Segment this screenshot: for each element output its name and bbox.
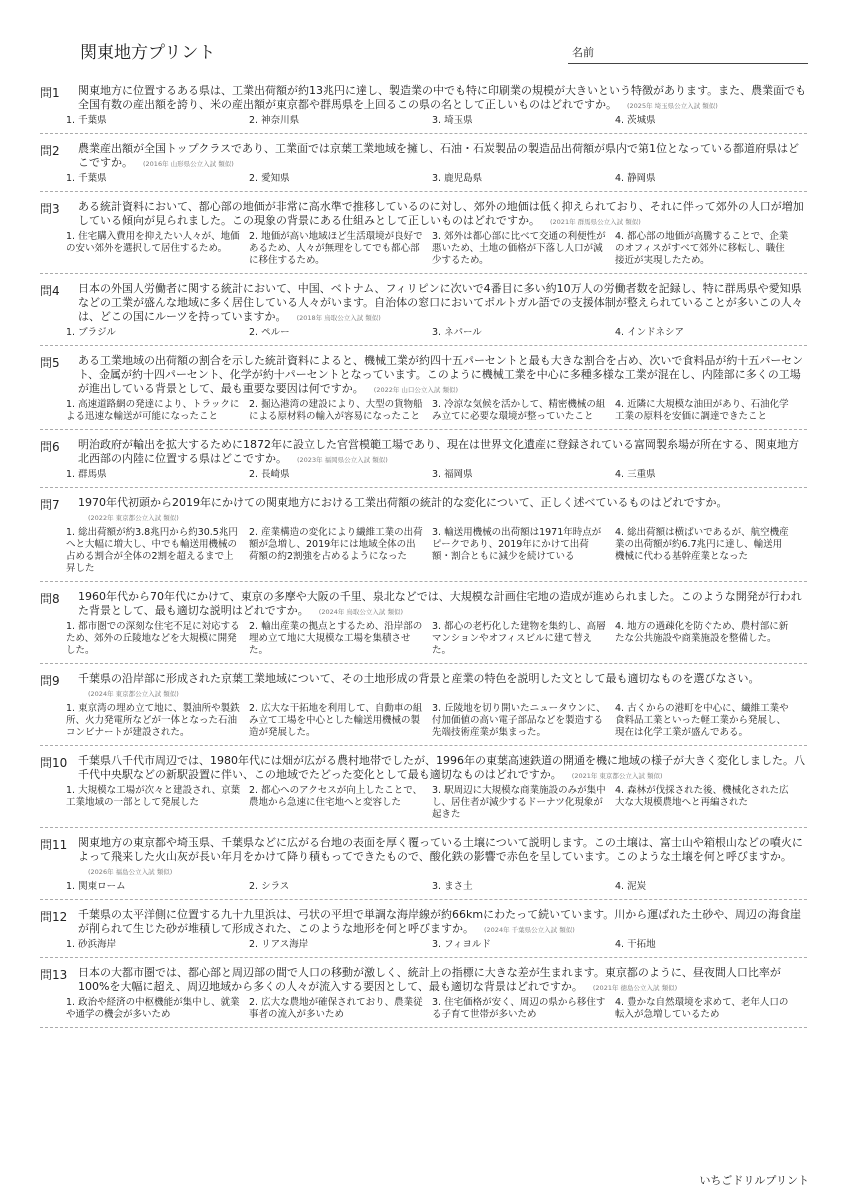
answer-option[interactable]: 3. 冷涼な気候を活かして、精密機械の組み立てに必要な環境が整っていたこと [432, 399, 606, 422]
question-text: 1960年代から70年代にかけて、東京の多摩や大阪の千里、泉北などでは、大規模な計画住宅地の造成が進められました。このような開発が行われた背景として、最も適切な説明はどれですか。 [78, 590, 802, 617]
answer-options [66, 997, 807, 1021]
question-number: 問7 [40, 498, 60, 512]
answer-option[interactable]: 1. 高速道路網の発達により、トラックによる迅速な輸送が可能になったこと [66, 399, 240, 422]
question-source: (2021年 群馬県公立入試 類似) [550, 218, 641, 226]
question-text: 明治政府が輸出を拡大するために1872年に設立した官営模範工場であり、現在は世界文化遺産に登録されている富岡製糸場が所在する、関東地方北西部の内陸に位置する県はどこですか。 [78, 438, 799, 465]
question-text-wrap [78, 836, 807, 879]
answer-option[interactable]: 3. 輸送用機械の出荷額は1971年時点がピークであり、2019年にかけて出荷額・割合ともに減少を続けている [432, 527, 602, 562]
question-block [40, 670, 807, 746]
answer-option[interactable]: 4. 総出荷額は横ばいであるが、航空機産業の出荷額が約6.7兆円に達し、輸送用機械に代わる基幹産業となった [615, 527, 789, 562]
answer-option[interactable]: 3. 都心の老朽化した建物を集約し、高層マンションやオフィスビルに建て替えた。 [432, 621, 606, 656]
question-number: 問13 [40, 968, 68, 982]
answer-option[interactable]: 3. 鹿児島県 [432, 173, 483, 184]
question-text-wrap [78, 200, 807, 229]
answer-options [66, 881, 807, 893]
question-block [40, 494, 807, 582]
answer-option[interactable]: 2. 広大な農地が確保されており、農業従事者の流入が多いため [249, 997, 423, 1020]
answer-option[interactable]: 1. ブラジル [66, 327, 116, 338]
question-source: (2024年 千葉県公立入試 類似) [484, 926, 575, 934]
question-text: 関東地方の東京都や埼玉県、千葉県などに広がる台地の表面を厚く覆っている土壌について説明します。この土壌は、富士山や箱根山などの噴火によって飛来した火山灰が長い年月をかけて降り積もってできたもので、酸化鉄の影響で赤色を呈しています。このような土壌を何と呼びますか。 [78, 836, 803, 863]
question-text-wrap [78, 672, 807, 701]
question-block [40, 436, 807, 488]
answer-option[interactable]: 2. 長崎県 [249, 469, 290, 480]
question-text-wrap [78, 438, 807, 467]
question-number: 問11 [40, 838, 68, 852]
question-text-wrap [78, 496, 807, 525]
answer-options [66, 399, 807, 423]
answer-option[interactable]: 1. 群馬県 [66, 469, 107, 480]
name-underline [568, 63, 808, 64]
question-list [0, 82, 849, 1034]
answer-option[interactable]: 1. 総出荷額が約3.8兆円から約30.5兆円へと大幅に増大し、中でも輸送用機械の占める割合が全体の2割を超えるまで上昇した [66, 527, 238, 574]
answer-option[interactable]: 2. 神奈川県 [249, 115, 300, 126]
answer-option[interactable]: 2. 産業構造の変化により繊維工業の出荷額が急増し、2019年には地域全体の出荷額の約2割強を占めるようになった [249, 527, 423, 562]
footer-brand: いちごドリルプリント [699, 1174, 809, 1187]
question-source: (2018年 鳥取公立入試 類似) [296, 314, 381, 322]
answer-option[interactable]: 3. 埼玉県 [432, 115, 473, 126]
answer-options [66, 231, 807, 267]
answer-option[interactable]: 4. 静岡県 [615, 173, 656, 184]
question-number: 問6 [40, 440, 60, 454]
answer-option[interactable]: 4. 地方の過疎化を防ぐため、農村部に新たな公共施設や商業施設を整備した。 [615, 621, 789, 644]
answer-option[interactable]: 4. 近隣に大規模な油田があり、石油化学工業の原料を安価に調達できたこと [615, 399, 789, 422]
question-number: 問8 [40, 592, 60, 606]
answer-option[interactable]: 3. 福岡県 [432, 469, 473, 480]
answer-option[interactable]: 4. 三重県 [615, 469, 656, 480]
answer-options [66, 703, 807, 739]
answer-option[interactable]: 1. 都市圏での深刻な住宅不足に対応するため、郊外の丘陵地などを大規模に開発した。 [66, 621, 240, 656]
answer-options [66, 469, 807, 481]
answer-option[interactable]: 1. 関東ローム [66, 881, 126, 892]
answer-option[interactable]: 4. 都心部の地価が高騰することで、企業のオフィスがすべて郊外に移転し、職住接近が実現したため。 [615, 231, 789, 266]
question-source: (2023年 福岡県公立入試 類似) [297, 456, 388, 464]
question-text-wrap [78, 908, 807, 937]
question-block [40, 140, 807, 192]
answer-option[interactable]: 1. 千葉県 [66, 173, 107, 184]
name-label: 名前 [572, 46, 594, 59]
question-block [40, 834, 807, 900]
question-block [40, 964, 807, 1028]
answer-options [66, 785, 807, 821]
question-block [40, 588, 807, 664]
question-source: (2016年 山形県公立入試 類似) [143, 160, 234, 168]
question-text: 農業産出額が全国トップクラスであり、工業面では京葉工業地域を擁し、石油・石炭製品の製造品出荷額が県内で第1位となっている都道府県はどこですか。 [78, 142, 800, 169]
question-block [40, 352, 807, 430]
answer-options [66, 173, 807, 185]
answer-option[interactable]: 4. 豊かな自然環境を求めて、老年人口の転入が急増しているため [615, 997, 789, 1020]
question-text: 1970年代初頭から2019年にかけての関東地方における工業出荷額の統計的な変化について、正しく述べているものはどれですか。 [78, 496, 728, 509]
question-text: 日本の外国人労働者に関する統計において、中国、ベトナム、フィリピンに次いで4番目に多い約10万人の労働者数を記録し、特に群馬県や愛知県などの工業が盛んな地域に多く居住している人々がいます。自治体の窓口においてポルトガル語での支援体制が整えられていることが多いこの人々は、どこの国にルーツを持っていますか。 [78, 282, 803, 323]
answer-option[interactable]: 2. 広大な干拓地を利用して、自動車の組み立て工場を中心とした輸送用機械の製造が発展した。 [249, 703, 423, 738]
question-text-wrap [78, 590, 807, 619]
question-number: 問5 [40, 356, 60, 370]
answer-option[interactable]: 3. 住宅価格が安く、周辺の県から移住する子育て世帯が多いため [432, 997, 606, 1020]
question-text-wrap [78, 282, 807, 325]
question-number: 問4 [40, 284, 60, 298]
question-text: ある統計資料において、都心部の地価が非常に高水準で推移しているのに対し、郊外の地価は低く抑えられており、それに伴って郊外の人口が増加している傾向が見られました。この現象の背景にある仕組みとして正しいものはどれですか。 [78, 200, 804, 227]
answer-option[interactable]: 2. 地価が高い地域ほど生活環境が良好であるため、人々が無理をしてでも都心部に移住するため。 [249, 231, 423, 266]
question-source: (2026年 福島公立入試 類似) [88, 868, 173, 876]
question-block [40, 906, 807, 958]
question-source: (2024年 鳥取公立入試 類似) [318, 608, 404, 616]
question-source: (2021年 東京都公立入試 類似) [571, 772, 663, 780]
answer-option[interactable]: 1. 住宅購入費用を抑えたい人々が、地価の安い郊外を選択して居住するため。 [66, 231, 240, 254]
answer-option[interactable]: 4. インドネシア [615, 327, 684, 338]
question-number: 問1 [40, 86, 60, 100]
answer-option[interactable]: 1. 東京湾の埋め立て地に、製油所や製鉄所、火力発電所などが一体となった石油コンビナートが建設された。 [66, 703, 240, 738]
answer-option[interactable]: 1. 砂浜海岸 [66, 939, 117, 950]
question-text-wrap [78, 354, 807, 397]
answer-option[interactable]: 4. 茨城県 [615, 115, 656, 126]
answer-options [66, 115, 807, 127]
question-text: 日本の大都市圏では、都心部と周辺部の間で人口の移動が激しく、統計上の指標に大きな差が生まれます。東京都のように、昼夜間人口比率が100%を大幅に超え、周辺地域から多くの人々が流入する要因として、最も適切な背景はどれですか。 [78, 966, 781, 993]
answer-option[interactable]: 3. ネパール [432, 327, 482, 338]
answer-option[interactable]: 3. フィヨルド [432, 939, 491, 950]
answer-option[interactable]: 1. 政治や経済の中枢機能が集中し、就業や通学の機会が多いため [66, 997, 240, 1020]
answer-option[interactable]: 1. 大規模な工場が次々と建設され、京葉工業地域の一部として発展した [66, 785, 241, 808]
question-block [40, 752, 807, 828]
answer-option[interactable]: 2. 都心へのアクセスが向上したことで、農地から急速に住宅地へと変容した [249, 785, 423, 808]
question-text: 千葉県の太平洋側に位置する九十九里浜は、弓状の平坦で単調な海岸線が約66kmにわたって続いています。川から運ばれた土砂や、周辺の海食崖が削られて生じた砂が堆積して形成された、このような地形を何と呼びますか。 [78, 908, 801, 935]
answer-option[interactable]: 2. 愛知県 [249, 173, 290, 184]
question-source: (2024年 東京都公立入試 類似) [88, 690, 179, 698]
answer-option[interactable]: 3. 駅周辺に大規模な商業施設のみが集中し、居住者が減少するドーナツ化現象が起きた [432, 785, 606, 820]
question-number: 問9 [40, 674, 60, 688]
page-header [0, 0, 849, 70]
answer-option[interactable]: 3. まさ土 [432, 881, 473, 892]
question-block [40, 280, 807, 346]
question-text: ある工業地域の出荷額の割合を示した統計資料によると、機械工業が約四十五パーセントと最も大きな割合を占め、次いで食料品が約十五パーセント、金属が約十四パーセント、化学が約十パーセントとなっています。このように機械工業を中心に多種多様な工業が混在し、内陸部に多くの工場が進出している背景として、最も重要な要因は何ですか。 [78, 354, 804, 395]
question-text-wrap [78, 966, 807, 995]
answer-option[interactable]: 3. 郊外は都心部に比べて交通の利便性が悪いため、土地の価格が下落し人口が減少するため。 [432, 231, 606, 266]
question-number: 問12 [40, 910, 68, 924]
question-text-wrap [78, 84, 807, 113]
question-number: 問2 [40, 144, 60, 158]
answer-option[interactable]: 4. 森林が伐採された後、機械化された広大な大規模農地へと再編された [615, 785, 789, 808]
answer-options [66, 621, 807, 657]
answer-options [66, 939, 807, 951]
question-source: (2021年 徳島公立入試 類似) [592, 984, 678, 992]
question-number: 問3 [40, 202, 60, 216]
question-text: 千葉県の沿岸部に形成された京葉工業地域について、その土地形成の背景と産業の特色を説明した文として最も適切なものを選びなさい。 [78, 672, 760, 685]
question-source: (2025年 埼玉県公立入試 類似) [627, 102, 718, 110]
question-block [40, 82, 807, 134]
answer-option[interactable]: 2. ペルー [249, 327, 290, 338]
page-title: 関東地方プリント [80, 43, 216, 63]
question-block [40, 198, 807, 274]
answer-option[interactable]: 2. リアス海岸 [249, 939, 309, 950]
answer-option[interactable]: 4. 泥炭 [615, 881, 647, 892]
answer-option[interactable]: 4. 古くからの港町を中心に、繊維工業や食料品工業といった軽工業から発展し、現在は化学工業が盛んである。 [615, 703, 789, 738]
answer-option[interactable]: 2. シラス [249, 881, 290, 892]
answer-option[interactable]: 3. 丘陵地を切り開いたニュータウンに、付加価値の高い電子部品などを製造する先端技術産業が集まった。 [432, 703, 606, 738]
answer-option[interactable]: 2. 輸出産業の拠点とするため、沿岸部の埋め立て地に大規模な工場を集積させた。 [249, 621, 423, 656]
question-number: 問10 [40, 756, 68, 770]
question-source: (2022年 東京都公立入試 類似) [88, 514, 179, 522]
question-text-wrap [78, 142, 807, 171]
answer-option[interactable]: 1. 千葉県 [66, 115, 107, 126]
question-text: 関東地方に位置するある県は、工業出荷額が約13兆円に達し、製造業の中でも特に印刷業の規模が大きいという特徴があります。また、農業面でも全国有数の産出額を誇り、米の産出額が東京都や群馬県を上回るこの県の名として正しいものはどれですか。 [78, 84, 807, 111]
answer-option[interactable]: 2. 掘込港湾の建設により、大型の貨物船による原材料の輸入が容易になったこと [249, 399, 423, 422]
question-text-wrap [78, 754, 807, 783]
question-text: 千葉県八千代市周辺では、1980年代には畑が広がる農村地帯でしたが、1996年の東葉高速鉄道の開通を機に地域の様子が大きく変化しました。八千代中央駅などの新駅設置に伴い、この地域でたどった変化として最も適切なものはどれですか。 [78, 754, 805, 781]
answer-options [66, 327, 807, 339]
answer-options [66, 527, 807, 575]
question-source: (2022年 山口公立入試 類似) [373, 386, 459, 394]
answer-option[interactable]: 4. 干拓地 [615, 939, 656, 950]
